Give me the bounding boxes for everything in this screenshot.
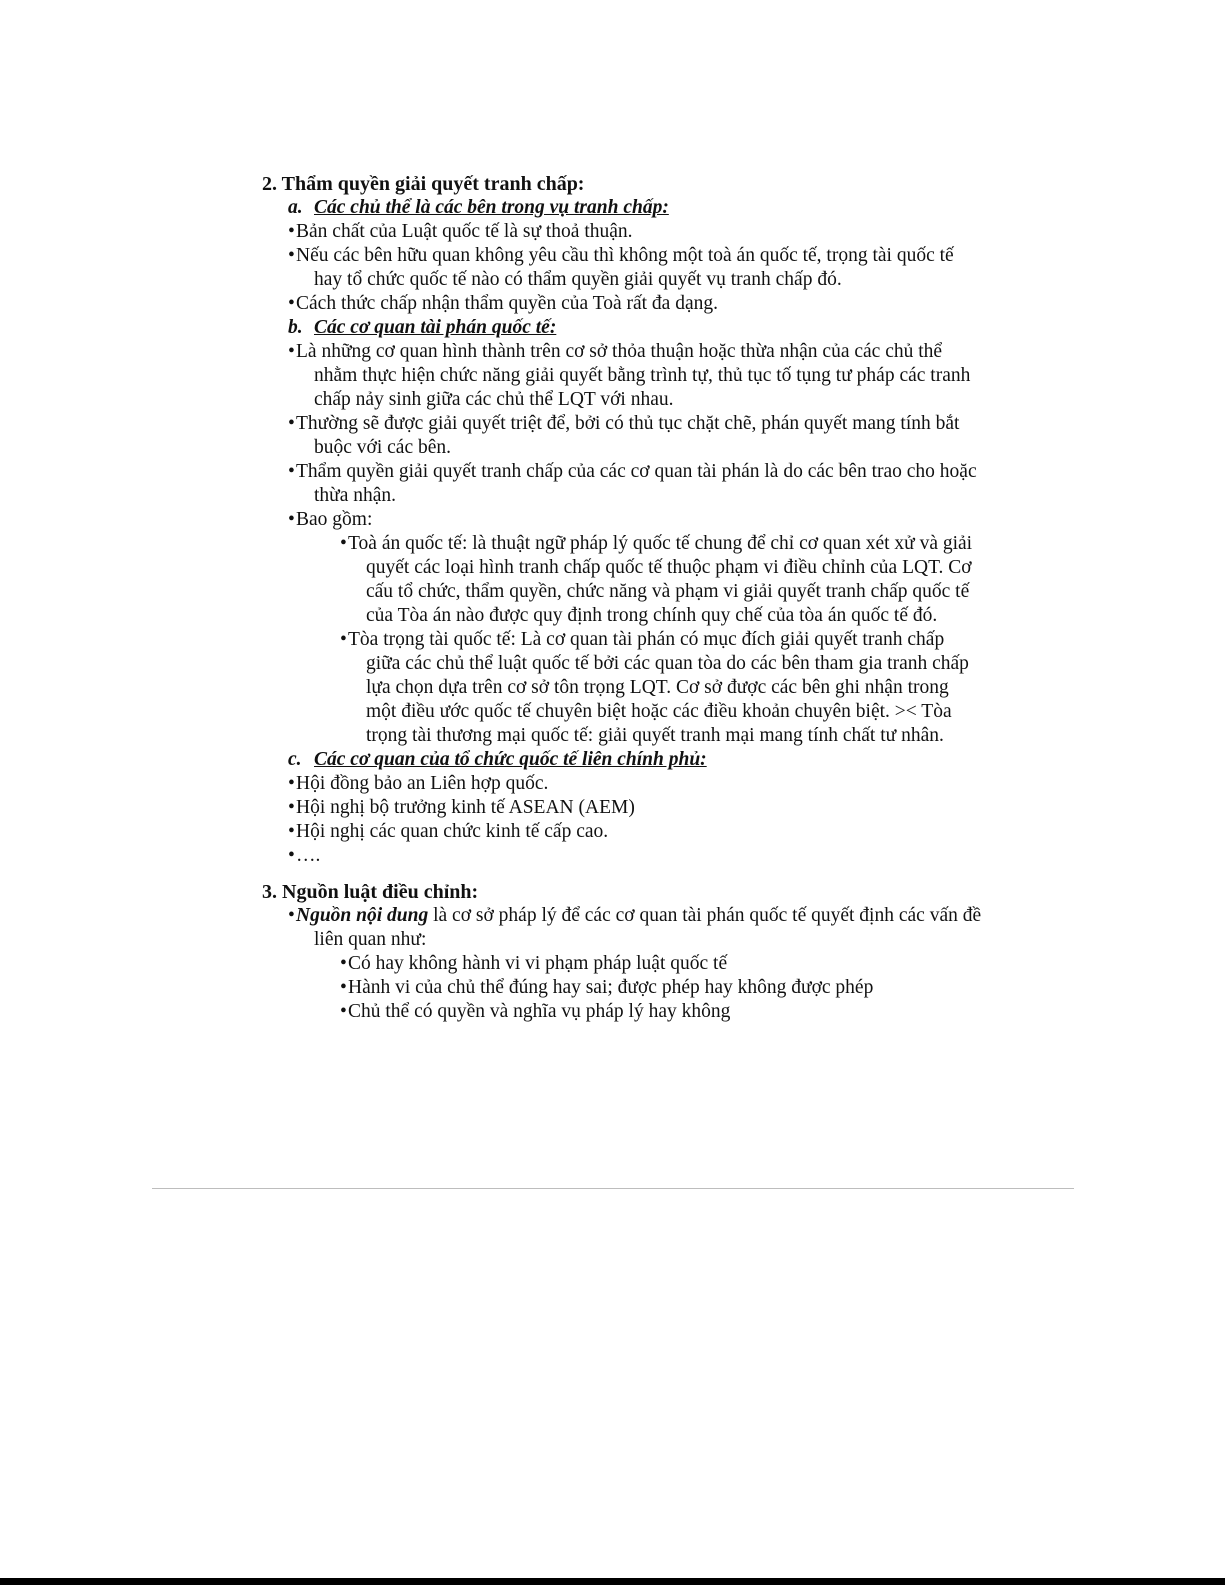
- list-item: •Hội nghị bộ trưởng kinh tế ASEAN (AEM): [288, 797, 635, 818]
- bullet-icon: •: [288, 221, 295, 242]
- sub-list-item: •Tòa trọng tài quốc tế: Là cơ quan tài phán có mục đích giải quyết tranh chấp giữa các chủ thể luật quốc tế bởi các quan tòa do các bên tham gia tranh chấp lựa chọn dựa trên cơ sở tôn trọng LQT. Cơ sở được các bên ghi nhận trong một điều ước quốc tế chuyên biệt hoặc các điều khoản chuyên biệt. >< Tòa trọng tài thương mại quốc tế: giải quyết tranh mại mang tính chất tư nhân.: [340, 629, 969, 746]
- subsection-c-title: Các cơ quan của tổ chức quốc tế liên chính phủ:: [314, 749, 707, 770]
- bullet-icon: •: [340, 953, 347, 974]
- subsection-b-heading: [288, 316, 982, 340]
- subsection-a-title: Các chủ thể là các bên trong vụ tranh chấp:: [314, 197, 669, 218]
- sub-list-item: •Hành vi của chủ thể đúng hay sai; được phép hay không được phép: [340, 977, 874, 998]
- page-content: [262, 172, 982, 1024]
- bullet-icon: •: [288, 821, 295, 842]
- subsection-b-letter: b.: [288, 317, 303, 338]
- bullet-icon: •: [288, 245, 295, 266]
- list-item: •Nếu các bên hữu quan không yêu cầu thì không một toà án quốc tế, trọng tài quốc tế hay tổ chức quốc tế nào có thẩm quyền giải quyết vụ tranh chấp đó.: [288, 245, 954, 290]
- section-3-heading: 3. Nguồn luật điều chỉnh:: [262, 881, 479, 903]
- subsection-c-letter: c.: [288, 749, 302, 770]
- bullet-icon: •: [340, 629, 347, 650]
- list-item: •Hội đồng bảo an Liên hợp quốc.: [288, 773, 549, 794]
- bullet-icon: •: [288, 413, 295, 434]
- lead-text: là cơ sở pháp lý để các cơ quan tài phán quốc tế quyết định các vấn đề liên quan như:: [314, 905, 982, 950]
- subsection-c-heading: [288, 748, 982, 772]
- list-item: [288, 904, 982, 952]
- list-item: •Bản chất của Luật quốc tế là sự thoả thuận.: [288, 221, 633, 242]
- bullet-icon: •: [340, 533, 347, 554]
- list-item: •Thường sẽ được giải quyết triệt để, bởi có thủ tục chặt chẽ, phán quyết mang tính bắt buộc với các bên.: [288, 413, 960, 458]
- bullet-icon: •: [340, 977, 347, 998]
- list-item: •Hội nghị các quan chức kinh tế cấp cao.: [288, 821, 609, 842]
- list-item: •Bao gồm:: [288, 509, 373, 530]
- page-divider: [152, 1188, 1074, 1189]
- sub-list-item: •Có hay không hành vi vi phạm pháp luật quốc tế: [340, 953, 728, 974]
- sub-list-item: •Chủ thể có quyền và nghĩa vụ pháp lý hay không: [340, 1001, 731, 1022]
- bullet-icon: •: [340, 1001, 347, 1022]
- section-gap: [262, 868, 982, 880]
- bullet-icon: •: [288, 905, 295, 926]
- subsection-a-heading: [288, 196, 982, 220]
- bullet-icon: •: [288, 461, 295, 482]
- bullet-icon: •: [288, 509, 295, 530]
- bottom-edge-bar: [0, 1578, 1225, 1585]
- bullet-icon: •: [288, 797, 295, 818]
- lead-term: Nguồn nội dung: [296, 905, 429, 926]
- section-2-heading: 2. Thẩm quyền giải quyết tranh chấp:: [262, 173, 585, 195]
- sub-list-item: •Toà án quốc tế: là thuật ngữ pháp lý quốc tế chung để chỉ cơ quan xét xử và giải quyết các loại hình tranh chấp quốc tế thuộc phạm vi điều chỉnh của LQT. Cơ cấu tổ chức, thẩm quyền, chức năng và phạm vi giải quyết tranh chấp quốc tế của Tòa án nào được quy định trong chính quy chế của tòa án quốc tế đó.: [340, 533, 973, 626]
- bullet-icon: •: [288, 845, 295, 866]
- list-item: •Là những cơ quan hình thành trên cơ sở thỏa thuận hoặc thừa nhận của các chủ thể nhằm thực hiện chức năng giải quyết bằng trình tự, thủ tục tố tụng tư pháp các tranh chấp nảy sinh giữa các chủ thể LQT với nhau.: [288, 341, 971, 410]
- list-item: •Cách thức chấp nhận thẩm quyền của Toà rất đa dạng.: [288, 293, 718, 314]
- subsection-a-letter: a.: [288, 197, 303, 218]
- subsection-b-title: Các cơ quan tài phán quốc tế:: [314, 317, 557, 338]
- bullet-icon: •: [288, 341, 295, 362]
- list-item: •….: [288, 845, 321, 866]
- bullet-icon: •: [288, 773, 295, 794]
- bullet-icon: •: [288, 293, 295, 314]
- list-item: •Thẩm quyền giải quyết tranh chấp của các cơ quan tài phán là do các bên trao cho hoặc thừa nhận.: [288, 461, 977, 506]
